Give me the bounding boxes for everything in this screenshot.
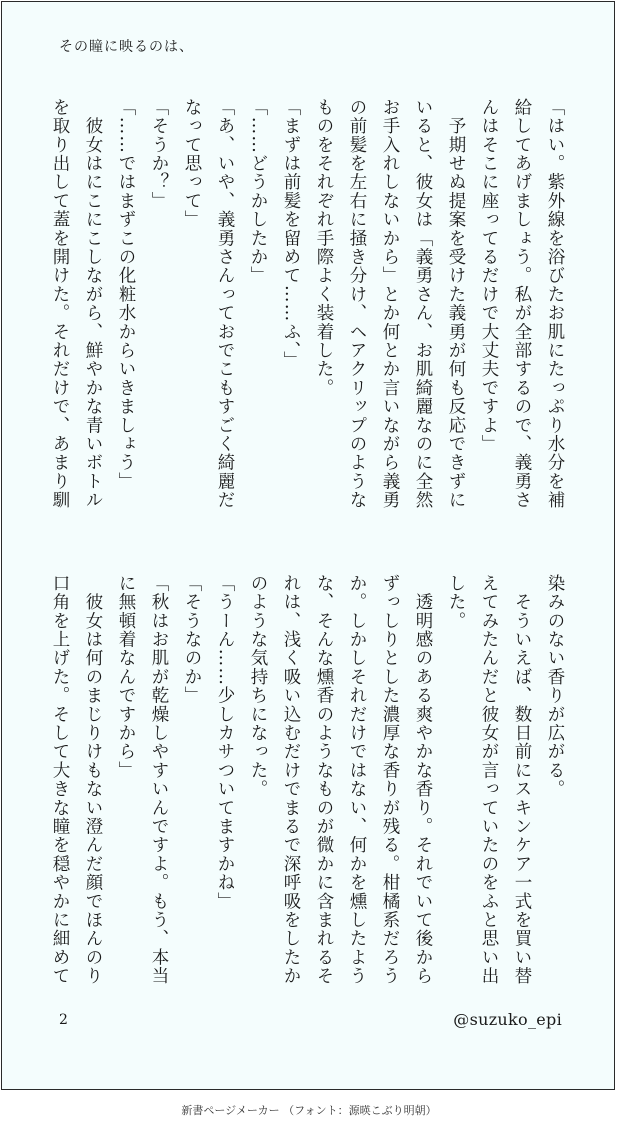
text-line: なって思って」 — [182, 98, 202, 229]
text-line: いると、彼女は「義勇さん、お肌綺麗なのに全然 — [413, 98, 433, 510]
text-line: 「……ではまずこの化粧水からいきましょう」 — [116, 98, 136, 491]
text-line: 給してあげましょう。私が全部するので、義勇さ — [512, 98, 532, 510]
author-handle: @suzuko_epi — [453, 1010, 562, 1029]
text-line: 染みのない香りが広がる。 — [545, 574, 565, 799]
text-line: 透明感のある爽やかな香り。それでいて後から — [413, 574, 433, 986]
lower-text-block — [43, 574, 571, 1018]
text-line: の前髪を左右に掻き分け、ヘアクリップのような — [347, 98, 367, 510]
text-line: 「あ、いや、義勇さんっておでこもすごく綺麗だ — [215, 98, 235, 510]
text-line: んはそこに座ってるだけで大丈夫ですよ」 — [479, 98, 499, 454]
text-line: した。 — [446, 574, 466, 631]
text-line: そういえば、数日前にスキンケア一式を買い替 — [512, 574, 532, 986]
text-line: 「秋はお肌が乾燥しやすいんですよ。もう、本当 — [149, 574, 169, 986]
text-line: 「そうか？」 — [149, 98, 169, 211]
text-line: を取り出して蓋を開けた。それだけで、あまり馴 — [50, 98, 70, 510]
text-line: ずっしりとした濃厚な香りが残る。柑橘系だろう — [380, 574, 400, 986]
text-line: 「うーん……少しカサついてますかね」 — [215, 574, 235, 911]
text-line: 彼女は何のまじりけもない澄んだ顔でほんのり — [83, 574, 103, 986]
text-line: 「まずは前髪を留めて……ふ、」 — [281, 98, 301, 370]
text-line: 予期せぬ提案を受けた義勇が何も反応できずに — [446, 98, 466, 510]
text-line: 「はい。紫外線を浴びたお肌にたっぷり水分を補 — [545, 98, 565, 510]
text-line: ものをそれぞれ手際よく装着した。 — [314, 98, 334, 398]
text-line: えてみたんだと彼女が言っていたのをふと思い出 — [479, 574, 499, 986]
text-line: 「そうなのか」 — [182, 574, 202, 705]
text-line: 「……どうかしたか」 — [248, 98, 268, 285]
text-line: のような気持ちになった。 — [248, 574, 268, 799]
text-line: か。しかしそれだけではない、何かを燻したよう — [347, 574, 367, 986]
text-line: れは、浅く吸い込むだけでまるで深呼吸をしたか — [281, 574, 301, 986]
text-line: お手入れしないから」とか何とか言いながら義勇 — [380, 98, 400, 510]
running-title: その瞳に映るのは、 — [59, 39, 194, 55]
text-line: に無頓着なんですから」 — [116, 574, 136, 780]
text-line: な、そんな燻香のようなものが微かに含まれるそ — [314, 574, 334, 986]
upper-text-block — [43, 98, 571, 542]
page-number: 2 — [59, 1012, 68, 1028]
book-page — [1, 1, 615, 1090]
text-line: 口角を上げた。そして大きな瞳を穏やかに細めて — [50, 574, 70, 986]
text-line: 彼女はにこにこしながら、鮮やかな青いボトル — [83, 98, 103, 510]
generator-credit: 新書ページメーカー （フォント：源暎こぶり明朝） — [181, 1104, 437, 1117]
